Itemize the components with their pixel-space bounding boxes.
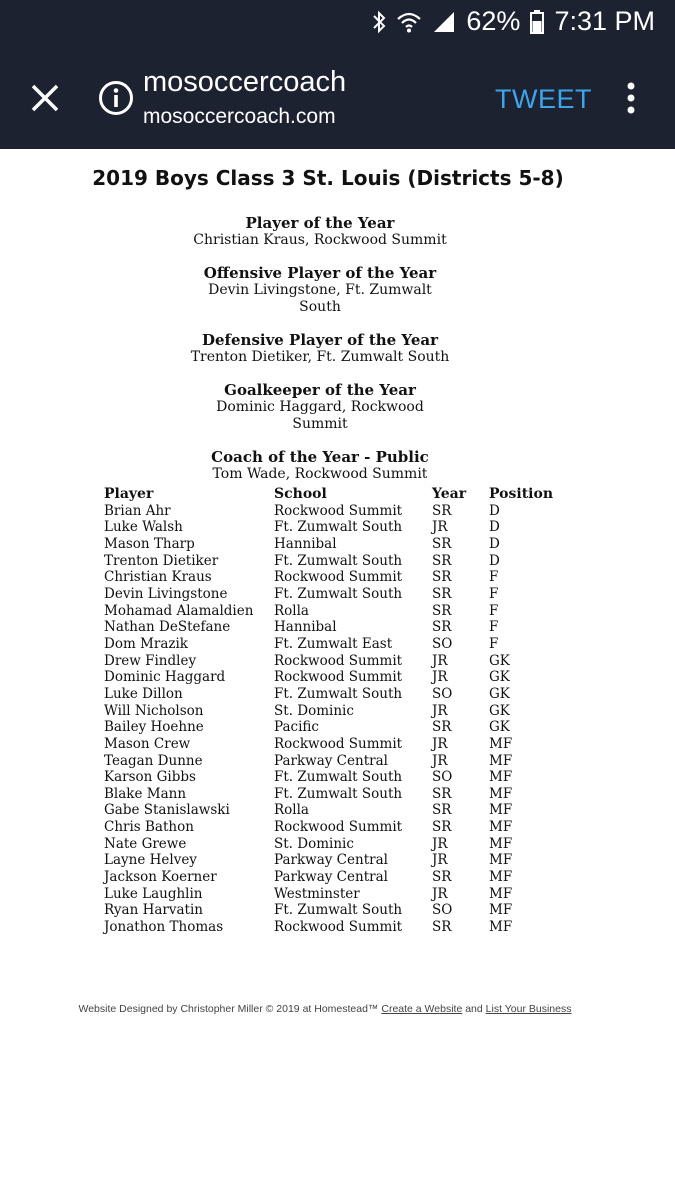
award-title: Offensive Player of the Year [203,264,437,282]
player-year: SR [432,552,452,569]
footer-credit: Website Designed by Christopher Miller © 2019 at Homestead™ [78,1003,379,1015]
award-player-of-year [0,215,640,249]
award-winner: Christian Kraus, Rockwood Summit [193,232,447,248]
player-position: MF [489,885,513,902]
player-name: Dom Mrazik [104,635,188,652]
award-title: Defensive Player of the Year [201,331,438,349]
player-position: D [489,502,500,519]
school-name: Parkway Central [274,752,388,769]
award-winner: Summit [292,416,348,432]
player-position: D [489,535,500,552]
player-year: JR [432,885,448,902]
player-name: Jackson Koerner [104,869,217,886]
school-name: Rolla [274,602,309,619]
col-school: School [274,486,327,502]
player-year: SR [432,869,452,886]
school-name: Ft. Zumwalt South [274,585,403,602]
player-position: MF [489,752,513,769]
player-year: SR [432,919,452,936]
player-position: GK [489,702,510,719]
school-name: Pacific [274,719,319,736]
site-domain: mosoccercoach.com [143,105,336,128]
school-name: Hannibal [274,535,337,552]
school-name: Ft. Zumwalt South [274,685,403,702]
table-row [104,852,559,869]
player-year: JR [432,519,448,536]
clock: 7:31 PM [554,6,655,36]
page-title: 2019 Boys Class 3 St. Louis (Districts 5-8) [92,166,564,190]
player-position: F [489,569,499,586]
award-title: Goalkeeper of the Year [224,381,416,399]
player-name: Luke Laughlin [104,885,203,902]
player-year: SR [432,719,452,736]
table-row [104,819,559,836]
school-name: Rockwood Summit [274,819,403,836]
player-year: JR [432,752,448,769]
more-options-icon[interactable] [626,82,636,114]
player-year: JR [432,702,448,719]
col-position: Position [489,486,553,502]
player-name: Dominic Haggard [104,669,226,686]
player-year: SR [432,585,452,602]
player-year: SO [432,635,453,652]
player-year: JR [432,735,448,752]
player-position: MF [489,869,513,886]
award-offensive-player [0,265,640,316]
player-position: D [489,519,500,536]
table-row [104,902,559,919]
school-name: Rockwood Summit [274,735,403,752]
player-position: MF [489,735,513,752]
signal-icon [432,11,456,33]
school-name: Rockwood Summit [274,919,403,936]
table-row [104,653,559,670]
info-icon[interactable] [98,80,134,116]
footer [0,1003,650,1015]
player-position: MF [489,819,513,836]
player-year: SR [432,535,452,552]
player-year: JR [432,835,448,852]
school-name: Parkway Central [274,852,388,869]
player-position: D [489,552,500,569]
table-row [104,686,559,703]
table-row [104,669,559,686]
table-row [104,636,559,653]
table-row [104,836,559,853]
player-position: MF [489,852,513,869]
player-name: Jonathon Thomas [104,919,224,936]
school-name: Rockwood Summit [274,652,403,669]
player-position: MF [489,769,513,786]
player-position: F [489,602,499,619]
award-coach [0,449,640,483]
award-defensive-player [0,332,640,366]
school-name: Rockwood Summit [274,669,403,686]
player-position: F [489,635,499,652]
browser-toolbar [0,48,675,149]
award-winner: South [299,299,341,315]
player-position: GK [489,652,510,669]
player-name: Gabe Stanislawski [104,802,230,819]
player-name: Blake Mann [104,785,187,802]
table-row [104,586,559,603]
col-player: Player [104,486,154,502]
table-row [104,919,559,936]
player-name: Trenton Dietiker [104,552,219,569]
player-position: GK [489,669,510,686]
school-name: Parkway Central [274,869,388,886]
player-name: Mohamad Alamaldien [104,602,254,619]
award-title: Player of the Year [245,214,395,232]
battery-icon [530,10,544,34]
table-row [104,719,559,736]
table-row [104,603,559,620]
table-row [104,569,559,586]
player-name: Ryan Harvatin [104,902,203,919]
table-row [104,802,559,819]
table-row [104,753,559,770]
player-year: SR [432,502,452,519]
footer-and: and [465,1003,483,1015]
player-year: SR [432,819,452,836]
player-name: Mason Crew [104,735,191,752]
player-position: GK [489,685,510,702]
list-business-link[interactable]: List Your Business [485,1003,572,1015]
player-year: SR [432,569,452,586]
wifi-icon [396,11,422,33]
school-name: Ft. Zumwalt South [274,785,403,802]
player-year: SO [432,685,453,702]
player-name: Nate Grewe [104,835,187,852]
award-winner: Trenton Dietiker, Ft. Zumwalt South [190,349,450,365]
col-year: Year [432,486,467,502]
player-year: JR [432,652,448,669]
player-position: MF [489,902,513,919]
close-icon[interactable] [30,83,60,113]
school-name: Rockwood Summit [274,569,403,586]
player-name: Mason Tharp [104,535,195,552]
table-row [104,886,559,903]
player-position: MF [489,785,513,802]
table-row [104,869,559,886]
player-position: GK [489,719,510,736]
player-position: MF [489,919,513,936]
award-winner: Tom Wade, Rockwood Summit [212,466,428,482]
player-name: Christian Kraus [104,569,212,586]
player-year: SO [432,902,453,919]
player-name: Luke Walsh [104,519,183,536]
table-row [104,786,559,803]
player-name: Luke Dillon [104,685,183,702]
school-name: Hannibal [274,619,337,636]
player-position: F [489,619,499,636]
player-name: Teagan Dunne [104,752,203,769]
table-row [104,503,559,520]
status-bar [0,0,675,48]
school-name: Ft. Zumwalt East [274,635,393,652]
site-name: mosoccercoach [143,66,347,98]
table-row [104,519,559,536]
all-district-table [104,486,559,936]
table-row [104,536,559,553]
player-position: MF [489,802,513,819]
school-name: St. Dominic [274,835,354,852]
award-winner: Devin Livingstone, Ft. Zumwalt [208,282,432,298]
award-title: Coach of the Year - Public [211,448,429,466]
player-year: SR [432,602,452,619]
award-winner: Dominic Haggard, Rockwood [216,399,424,415]
player-name: Brian Ahr [104,502,171,519]
table-row [104,553,559,570]
player-position: MF [489,835,513,852]
player-year: SO [432,769,453,786]
school-name: Rolla [274,802,309,819]
school-name: Ft. Zumwalt South [274,552,403,569]
award-goalkeeper [0,382,640,433]
school-name: Ft. Zumwalt South [274,519,403,536]
player-name: Devin Livingstone [104,585,228,602]
player-position: F [489,585,499,602]
table-row [104,736,559,753]
table-row [104,769,559,786]
player-year: SR [432,785,452,802]
school-name: Ft. Zumwalt South [274,902,403,919]
player-name: Chris Bathon [104,819,194,836]
player-name: Bailey Hoehne [104,719,204,736]
tweet-button[interactable]: TWEET [495,84,592,114]
table-row [104,703,559,720]
bluetooth-icon [372,10,386,34]
school-name: Rockwood Summit [274,502,403,519]
battery-percent: 62% [466,6,521,36]
player-name: Will Nicholson [104,702,204,719]
table-row [104,619,559,636]
player-name: Karson Gibbs [104,769,196,786]
school-name: Westminster [274,885,360,902]
player-year: JR [432,669,448,686]
player-name: Layne Helvey [104,852,197,869]
player-name: Drew Findley [104,652,197,669]
player-year: SR [432,802,452,819]
player-year: SR [432,619,452,636]
create-website-link[interactable]: Create a Website [381,1003,463,1015]
school-name: Ft. Zumwalt South [274,769,403,786]
table-header [104,486,559,503]
player-name: Nathan DeStefane [104,619,231,636]
school-name: St. Dominic [274,702,354,719]
player-year: JR [432,852,448,869]
